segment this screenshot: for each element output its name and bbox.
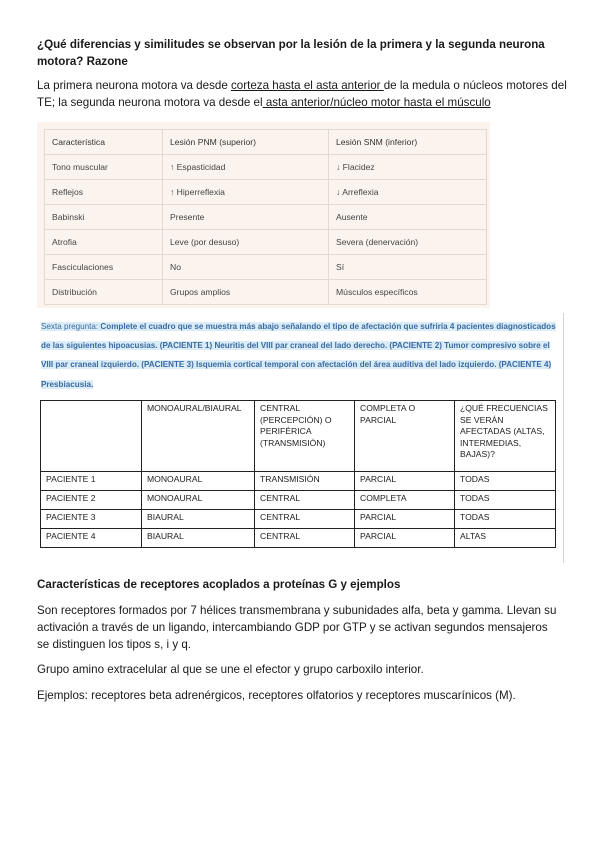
hearing-header-cell: MONOAURAL/BIAURAL	[142, 401, 255, 472]
lesion-table-row	[45, 280, 487, 305]
sixth-question-text	[41, 317, 563, 394]
hearing-cell: BIAURAL	[142, 529, 255, 548]
hearing-cell: TODAS	[455, 472, 556, 491]
question-answer	[37, 77, 567, 111]
gpcr-paragraph-3: Ejemplos: receptores beta adrenérgicos, receptores olfatorios y receptores muscarínicos (M).	[37, 689, 516, 702]
lesion-cell: Atrofia	[45, 230, 163, 255]
hearing-header-cell: COMPLETA O PARCIAL	[355, 401, 455, 472]
answer-underline-2: asta anterior/núcleo motor hasta el músculo	[262, 96, 491, 109]
hearing-cell: CENTRAL	[255, 491, 355, 510]
lesion-table-row	[45, 155, 487, 180]
hearing-cell: PARCIAL	[355, 510, 455, 529]
lesion-table-row	[45, 180, 487, 205]
hearing-cell: COMPLETA	[355, 491, 455, 510]
lesion-cell: Distribución	[45, 280, 163, 305]
hearing-cell: ALTAS	[455, 529, 556, 548]
lesion-table	[44, 129, 487, 305]
hearing-cell: BIAURAL	[142, 510, 255, 529]
hearing-cell: PACIENTE 1	[41, 472, 142, 491]
lesion-table-row	[45, 255, 487, 280]
hearing-cell: PACIENTE 2	[41, 491, 142, 510]
gpcr-paragraph-1: Son receptores formados por 7 hélices transmembrana y subunidades alfa, beta y gamma. Llevan su activación a través de un ligando, intercambiando GDP por GTP y se activan segundos mensajeros se distinguen los tipos s, i y q.	[37, 604, 557, 651]
lesion-cell: Presente	[163, 205, 329, 230]
lesion-cell: ↑ Hiperreflexia	[163, 180, 329, 205]
sixth-question-label: Sexta pregunta:	[41, 322, 99, 331]
hearing-table-row	[41, 510, 556, 529]
hearing-cell: TODAS	[455, 491, 556, 510]
question-title: ¿Qué diferencias y similitudes se observan por la lesión de la primera y la segunda neurona motora? Razone	[37, 38, 545, 68]
lesion-cell: ↑ Espasticidad	[163, 155, 329, 180]
lesion-table-image	[37, 122, 490, 308]
lesion-cell: Reflejos	[45, 180, 163, 205]
answer-text-2: de la medula o núcleos motores del TE; la segunda neurona motora va desde el	[37, 79, 567, 109]
hearing-header-cell	[41, 401, 142, 472]
lesion-table-row	[45, 230, 487, 255]
lesion-table-header	[45, 130, 487, 155]
lesion-cell: Músculos específicos	[329, 280, 487, 305]
lesion-cell: Sí	[329, 255, 487, 280]
lesion-cell: ↓ Arreflexia	[329, 180, 487, 205]
hearing-cell: CENTRAL	[255, 510, 355, 529]
answer-text-1: La primera neurona motora va desde	[37, 79, 231, 92]
hearing-cell: TODAS	[455, 510, 556, 529]
lesion-header-cell: Lesión PNM (superior)	[163, 130, 329, 155]
hearing-table	[40, 400, 556, 548]
hearing-table-row	[41, 529, 556, 548]
hearing-header-cell: ¿QUÉ FRECUENCIAS SE VERÁN AFECTADAS (ALTAS, INTERMEDIAS, BAJAS)?	[455, 401, 556, 472]
lesion-cell: Grupos amplios	[163, 280, 329, 305]
hearing-section-image	[37, 313, 564, 563]
hearing-cell: PARCIAL	[355, 472, 455, 491]
hearing-table-header	[41, 401, 556, 472]
answer-underline-1: corteza hasta el asta anterior	[231, 79, 384, 92]
hearing-cell: PARCIAL	[355, 529, 455, 548]
lesion-cell: Tono muscular	[45, 155, 163, 180]
lesion-cell: Fasciculaciones	[45, 255, 163, 280]
hearing-header-cell: CENTRAL (PERCEPCIÓN) O PERIFÉRICA (TRANSMISIÓN)	[255, 401, 355, 472]
gpcr-title: Características de receptores acoplados a proteínas G y ejemplos	[37, 578, 401, 591]
hearing-cell: MONOAURAL	[142, 472, 255, 491]
lesion-cell: Ausente	[329, 205, 487, 230]
sixth-question-body: Complete el cuadro que se muestra más abajo señalando el tipo de afectación que sufriría 4 pacientes diagnosticados de las siguientes hipoacusias. (PACIENTE 1) Neuritis del VIII par craneal del lado derecho. (PACIENTE 2) Tumor compresivo sobre el VIII par craneal izquierdo. (PACIENTE 3) Isquemia cortical temporal con afectación del área auditiva del lado izquierdo. (PACIENTE 4) Presbiacusia.	[41, 322, 556, 389]
hearing-cell: PACIENTE 4	[41, 529, 142, 548]
lesion-cell: Leve (por desuso)	[163, 230, 329, 255]
lesion-cell: ↓ Flacidez	[329, 155, 487, 180]
lesion-header-cell: Característica	[45, 130, 163, 155]
lesion-cell: No	[163, 255, 329, 280]
hearing-table-row	[41, 491, 556, 510]
hearing-table-row	[41, 472, 556, 491]
lesion-cell: Severa (denervación)	[329, 230, 487, 255]
lesion-cell: Babinski	[45, 205, 163, 230]
hearing-cell: CENTRAL	[255, 529, 355, 548]
hearing-cell: MONOAURAL	[142, 491, 255, 510]
hearing-cell: PACIENTE 3	[41, 510, 142, 529]
gpcr-paragraph-2: Grupo amino extracelular al que se une el efector y grupo carboxilo interior.	[37, 663, 424, 676]
hearing-cell: TRANSMISIÓN	[255, 472, 355, 491]
lesion-table-row	[45, 205, 487, 230]
lesion-header-cell: Lesión SNM (inferior)	[329, 130, 487, 155]
